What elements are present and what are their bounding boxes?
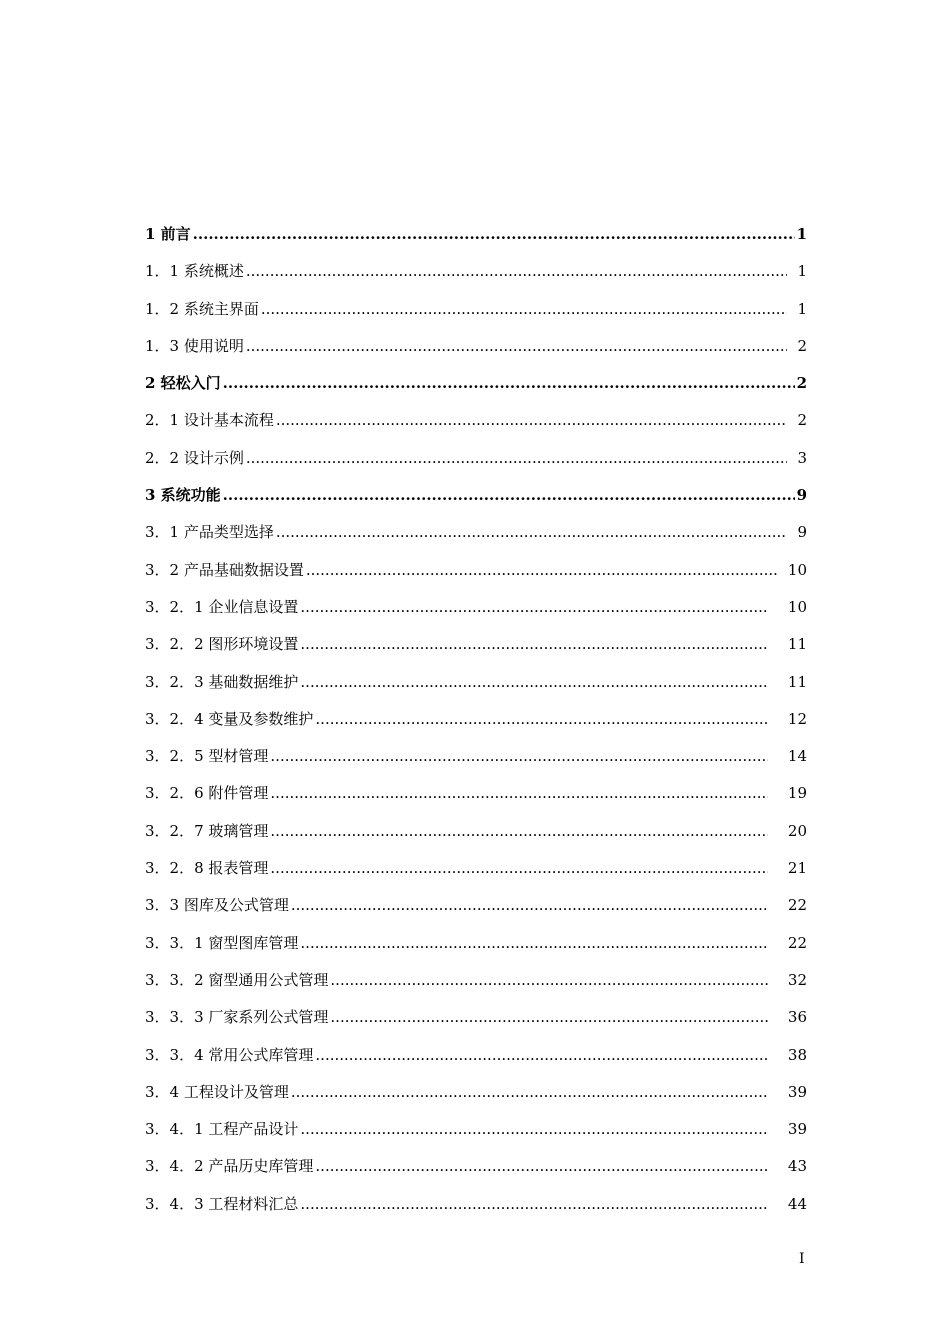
toc-entry[interactable]	[145, 1117, 807, 1154]
toc-entry[interactable]	[145, 893, 807, 930]
toc-entry-page: 32	[787, 970, 807, 989]
toc-entry-page: 12	[787, 709, 807, 728]
toc-entry-page: 39	[787, 1120, 807, 1139]
toc-leader-dots	[223, 371, 795, 395]
toc-entry-label: 3．3．1 窗型图库管理	[145, 933, 299, 952]
toc-entry-page: 44	[787, 1194, 807, 1213]
toc-entry[interactable]	[145, 819, 807, 856]
toc-entry[interactable]	[145, 259, 807, 296]
toc-leader-dots	[300, 595, 768, 619]
toc-entry-page: 11	[787, 672, 807, 691]
toc-entry[interactable]	[145, 446, 807, 483]
toc-entry[interactable]	[145, 222, 807, 259]
toc-entry-label: 3．4 工程设计及管理	[145, 1082, 289, 1101]
toc-entry[interactable]	[145, 297, 807, 334]
toc-leader-dots	[300, 632, 768, 656]
toc-entry-label: 3．2．3 基础数据维护	[145, 672, 299, 691]
toc-entry[interactable]	[145, 707, 807, 744]
toc-entry[interactable]	[145, 334, 807, 371]
toc-leader-dots	[291, 1080, 768, 1104]
toc-entry-page: 9	[796, 486, 807, 505]
toc-entry-page: 3	[797, 448, 807, 467]
toc-entry-label: 1．2 系统主界面	[145, 299, 259, 318]
toc-entry[interactable]	[145, 408, 807, 445]
toc-leader-dots	[300, 931, 768, 955]
toc-entry-label: 3．2．6 附件管理	[145, 784, 269, 803]
toc-leader-dots	[270, 856, 768, 880]
toc-entry-page: 2	[797, 411, 807, 430]
toc-entry[interactable]	[145, 1192, 807, 1229]
toc-leader-dots	[276, 408, 788, 432]
toc-entry-page: 22	[787, 933, 807, 952]
toc-entry[interactable]	[145, 632, 807, 669]
toc-entry[interactable]	[145, 670, 807, 707]
toc-entry-page: 1	[797, 262, 807, 281]
toc-entry-label: 1 前言	[145, 225, 191, 243]
toc-leader-dots	[300, 1192, 768, 1216]
toc-entry[interactable]	[145, 520, 807, 557]
toc-leader-dots	[315, 707, 768, 731]
toc-entry[interactable]	[145, 371, 807, 408]
toc-entry-page: 38	[787, 1045, 807, 1064]
toc-entry[interactable]	[145, 856, 807, 893]
toc-entry[interactable]	[145, 483, 807, 520]
page-title	[0, 124, 950, 148]
toc-leader-dots	[261, 297, 788, 321]
toc-leader-dots	[291, 893, 768, 917]
toc-entry-page: 10	[787, 560, 807, 579]
toc-entry-label: 2．1 设计基本流程	[145, 411, 274, 430]
table-of-contents	[145, 222, 807, 1229]
toc-entry-page: 9	[797, 523, 807, 542]
toc-entry-label: 3 系统功能	[145, 486, 221, 505]
toc-entry-label: 3．2．5 型材管理	[145, 747, 269, 766]
toc-entry-page: 21	[787, 859, 807, 878]
toc-entry-page: 14	[787, 747, 807, 766]
toc-entry-label: 1．1 系统概述	[145, 262, 244, 281]
toc-entry-page: 2	[797, 336, 807, 355]
toc-entry-label: 3．4．2 产品历史库管理	[145, 1157, 314, 1176]
toc-entry-label: 3．4．3 工程材料汇总	[145, 1194, 299, 1213]
toc-entry[interactable]	[145, 1005, 807, 1042]
toc-entry-label: 3．2 产品基础数据设置	[145, 560, 304, 579]
toc-leader-dots	[300, 1117, 768, 1141]
toc-leader-dots	[315, 1043, 768, 1067]
toc-leader-dots	[270, 819, 768, 843]
toc-leader-dots	[276, 520, 788, 544]
toc-leader-dots	[306, 558, 778, 582]
toc-entry-label: 3．3．4 常用公式库管理	[145, 1045, 314, 1064]
toc-entry-label: 1．3 使用说明	[145, 336, 244, 355]
toc-entry-page: 20	[787, 821, 807, 840]
toc-entry-label: 3．3 图库及公式管理	[145, 896, 289, 915]
toc-leader-dots	[330, 1005, 768, 1029]
toc-entry-label: 3．2．8 报表管理	[145, 859, 269, 878]
toc-entry-label: 3．4．1 工程产品设计	[145, 1120, 299, 1139]
toc-leader-dots	[315, 1154, 768, 1178]
toc-leader-dots	[246, 259, 788, 283]
toc-entry-label: 3．3．3 厂家系列公式管理	[145, 1008, 329, 1027]
toc-entry[interactable]	[145, 1154, 807, 1191]
toc-entry[interactable]	[145, 968, 807, 1005]
toc-entry-page: 1	[796, 225, 807, 243]
toc-leader-dots	[330, 968, 768, 992]
toc-entry[interactable]	[145, 781, 807, 818]
toc-entry-label: 3．2．7 玻璃管理	[145, 821, 269, 840]
toc-entry[interactable]	[145, 595, 807, 632]
toc-entry-page: 36	[787, 1008, 807, 1027]
toc-entry[interactable]	[145, 1043, 807, 1080]
toc-leader-dots	[246, 334, 788, 358]
toc-leader-dots	[270, 744, 768, 768]
toc-entry-page: 11	[787, 635, 807, 654]
toc-entry-page: 10	[787, 597, 807, 616]
toc-entry-label: 3．3．2 窗型通用公式管理	[145, 970, 329, 989]
toc-entry[interactable]	[145, 931, 807, 968]
toc-entry-label: 3．2．1 企业信息设置	[145, 597, 299, 616]
toc-entry[interactable]	[145, 1080, 807, 1117]
toc-entry-label: 3．2．4 变量及参数维护	[145, 709, 314, 728]
toc-entry-page: 43	[787, 1157, 807, 1176]
toc-entry-page: 39	[787, 1082, 807, 1101]
toc-entry-page: 2	[796, 374, 807, 393]
toc-entry-page: 1	[797, 299, 807, 318]
toc-entry[interactable]	[145, 744, 807, 781]
toc-entry-page: 19	[787, 784, 807, 803]
toc-entry-label: 3．1 产品类型选择	[145, 523, 274, 542]
toc-leader-dots	[300, 670, 768, 694]
toc-entry-label: 2．2 设计示例	[145, 448, 244, 467]
toc-entry[interactable]	[145, 558, 807, 595]
toc-entry-label: 3．2．2 图形环境设置	[145, 635, 299, 654]
toc-entry-label: 2 轻松入门	[145, 374, 221, 393]
toc-entry-page: 22	[787, 896, 807, 915]
toc-leader-dots	[246, 446, 788, 470]
footer-page-number: I	[799, 1251, 805, 1267]
toc-leader-dots	[270, 781, 768, 805]
toc-leader-dots	[193, 222, 795, 246]
toc-leader-dots	[223, 483, 795, 507]
